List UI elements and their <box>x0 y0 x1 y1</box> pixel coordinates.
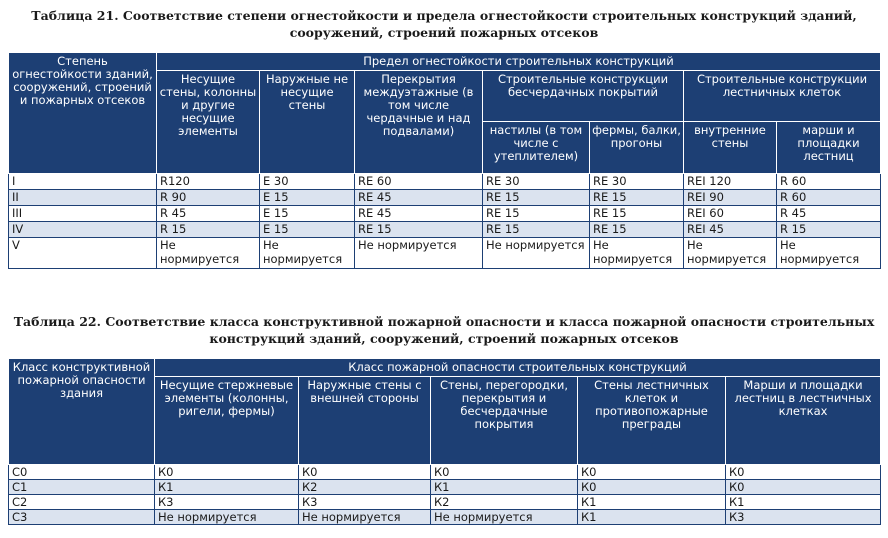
table-cell: R 90 <box>157 190 260 206</box>
table-cell: К0 <box>578 480 726 495</box>
header-roof-structures: Строительные конструкции бесчердачных покрытий <box>483 71 684 122</box>
header-stair-flights: марши и площадки лестниц <box>777 122 881 174</box>
table-cell: Не нормируется <box>590 238 684 269</box>
table-row <box>9 495 881 510</box>
header-stair-flights: Марши и площадки лестниц в лестничных клетках <box>726 377 881 465</box>
table-cell: RE 15 <box>483 222 590 238</box>
table-21-title-line-2: сооружений, строений пожарных отсеков <box>289 25 599 40</box>
table-row <box>9 190 881 206</box>
table-row <box>9 238 881 269</box>
table-cell: К2 <box>299 480 431 495</box>
header-stair-walls: Стены лестничных клеток и противопожарные преграды <box>578 377 726 465</box>
table-22-title-line-1: Таблица 22. Соответствие класса конструктивной пожарной опасности и класса пожарной опасности строительных <box>13 314 875 329</box>
header-rod-elements: Несущие стержневые элементы (колонны, ригели, фермы) <box>155 377 299 465</box>
table-row <box>9 510 881 525</box>
header-roof-trusses: фермы, балки, прогоны <box>590 122 684 174</box>
header-fire-hazard-class: Класс пожарной опасности строительных конструкций <box>155 359 881 377</box>
table-cell: Не нормируется <box>355 238 483 269</box>
table-cell: R 15 <box>777 222 881 238</box>
header-fire-resistance-degree: Степень огнестойкости зданий, сооружений, строений и пожарных отсеков <box>9 53 157 174</box>
table-cell: Не нормируется <box>155 510 299 525</box>
table-cell: С0 <box>9 465 155 480</box>
table-cell: Не нормируется <box>157 238 260 269</box>
table-22-caption <box>0 313 888 347</box>
table-cell: С3 <box>9 510 155 525</box>
table-cell: С1 <box>9 480 155 495</box>
header-outer-walls: Наружные не несущие стены <box>260 71 355 174</box>
table-cell: REI 45 <box>684 222 777 238</box>
table-21 <box>8 52 881 269</box>
table-cell: R 60 <box>777 190 881 206</box>
table-22-title-line-2: конструкций зданий, сооружений, строений пожарных отсеков <box>209 331 679 346</box>
header-bearing-walls: Несущие стены, колонны и другие несущие элементы <box>157 71 260 174</box>
table-cell: Не нормируется <box>299 510 431 525</box>
table-cell: Не нормируется <box>260 238 355 269</box>
header-fire-resistance-limit: Предел огнестойкости строительных конструкций <box>157 53 881 71</box>
table-cell: К0 <box>578 465 726 480</box>
table-cell: R 15 <box>157 222 260 238</box>
table-cell: Е 15 <box>260 206 355 222</box>
table-cell: REI 60 <box>684 206 777 222</box>
table-cell: RE 15 <box>483 190 590 206</box>
table-cell: К3 <box>299 495 431 510</box>
table-cell: Е 15 <box>260 222 355 238</box>
table-cell: Е 30 <box>260 174 355 190</box>
table-cell: IV <box>9 222 157 238</box>
table-cell: I <box>9 174 157 190</box>
header-partitions: Стены, перегородки, перекрытия и бесчердачные покрытия <box>431 377 578 465</box>
table-cell: К1 <box>431 480 578 495</box>
table-cell: REI 90 <box>684 190 777 206</box>
header-stair-structures: Строительные конструкции лестничных клеток <box>684 71 881 122</box>
table-cell: RE 30 <box>483 174 590 190</box>
table-cell: К1 <box>578 495 726 510</box>
table-cell: RE 15 <box>590 206 684 222</box>
table-cell: RE 60 <box>355 174 483 190</box>
table-cell: Не нормируется <box>431 510 578 525</box>
table-cell: К0 <box>431 465 578 480</box>
table-21-title-line-1: Таблица 21. Соответствие степени огнестойкости и предела огнестойкости строительных конструкций зданий, <box>31 8 857 23</box>
table-cell: III <box>9 206 157 222</box>
table-cell: К1 <box>155 480 299 495</box>
table-cell: RE 30 <box>590 174 684 190</box>
table-cell: REI 120 <box>684 174 777 190</box>
table-row <box>9 206 881 222</box>
header-stair-inner-walls: внутренние стены <box>684 122 777 174</box>
table-cell: К3 <box>726 510 881 525</box>
table-cell: R 45 <box>777 206 881 222</box>
table-cell: RE 15 <box>590 190 684 206</box>
table-cell: RE 45 <box>355 206 483 222</box>
table-cell: С2 <box>9 495 155 510</box>
table-cell: Не нормируется <box>777 238 881 269</box>
table-22 <box>8 358 881 525</box>
table-cell: К2 <box>431 495 578 510</box>
table-cell: V <box>9 238 157 269</box>
table-cell: Не нормируется <box>684 238 777 269</box>
header-outer-walls: Наружные стены с внешней стороны <box>299 377 431 465</box>
table-cell: К0 <box>726 480 881 495</box>
table-cell: II <box>9 190 157 206</box>
header-construction-class: Класс конструктивной пожарной опасности здания <box>9 359 155 465</box>
table-row <box>9 480 881 495</box>
table-cell: R 60 <box>777 174 881 190</box>
table-cell: RE 15 <box>483 206 590 222</box>
table-cell: RE 15 <box>355 222 483 238</box>
table-21-caption <box>0 7 888 41</box>
table-cell: RE 15 <box>590 222 684 238</box>
table-cell: К1 <box>726 495 881 510</box>
table-row <box>9 174 881 190</box>
table-cell: К0 <box>155 465 299 480</box>
table-cell: Не нормируется <box>483 238 590 269</box>
table-cell: К0 <box>299 465 431 480</box>
table-cell: R 45 <box>157 206 260 222</box>
table-cell: К0 <box>726 465 881 480</box>
table-cell: К3 <box>155 495 299 510</box>
table-cell: R120 <box>157 174 260 190</box>
table-row <box>9 222 881 238</box>
header-floors: Перекрытия междуэтажные (в том числе чердачные и над подвалами) <box>355 71 483 174</box>
table-cell: RE 45 <box>355 190 483 206</box>
table-row <box>9 465 881 480</box>
table-cell: К1 <box>578 510 726 525</box>
table-cell: Е 15 <box>260 190 355 206</box>
header-roof-decks: настилы (в том числе с утеплителем) <box>483 122 590 174</box>
